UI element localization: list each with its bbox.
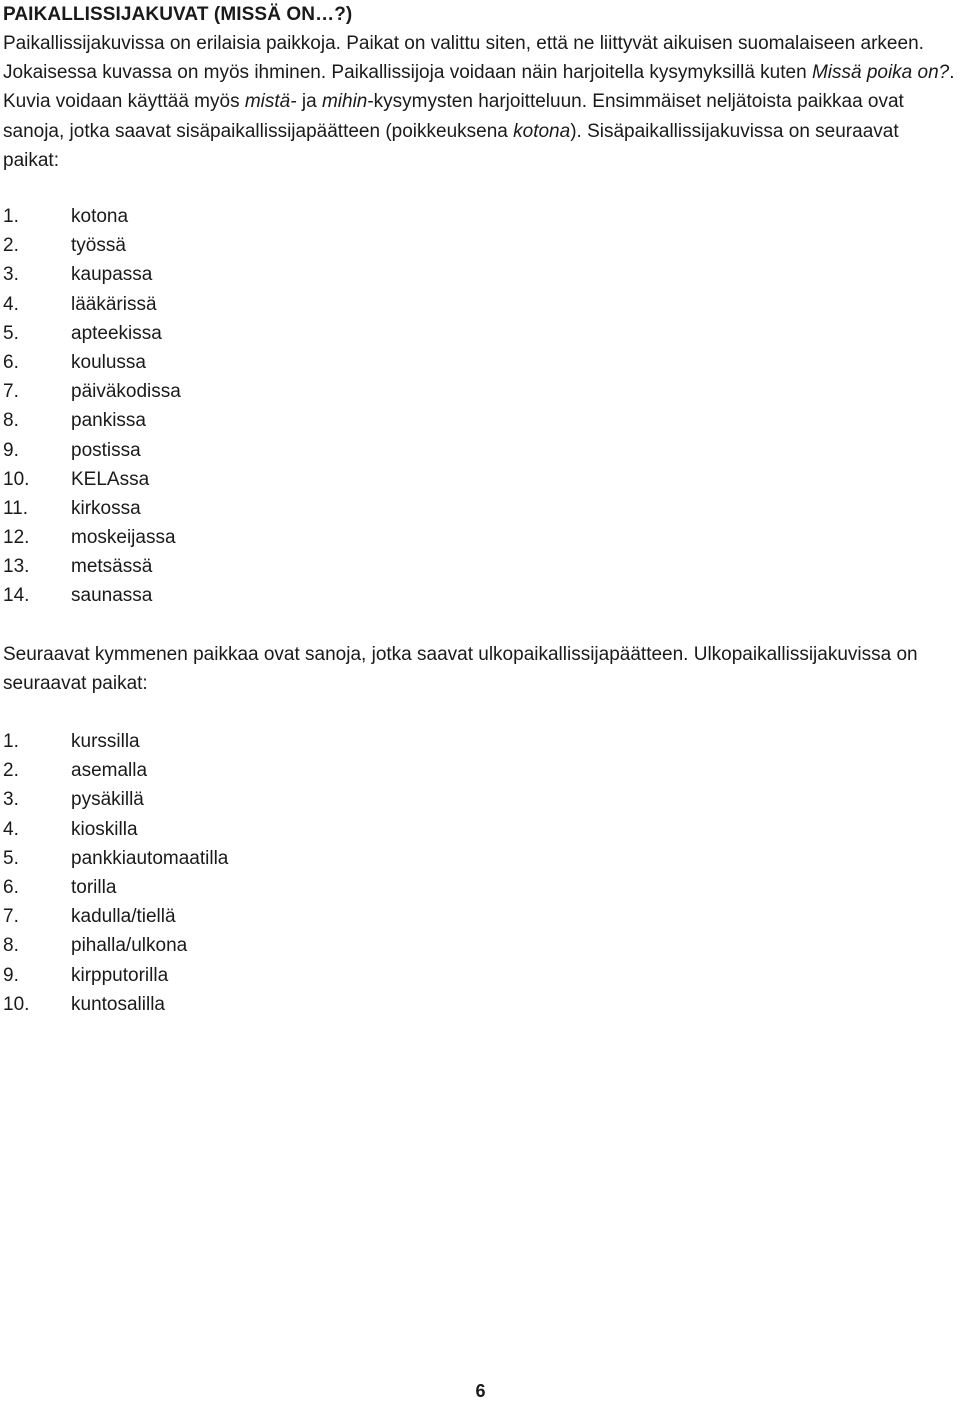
- list-item: [3, 260, 181, 289]
- list-item: [3, 873, 228, 902]
- list-item: [3, 756, 228, 785]
- intro-text-2: . Kuvia voidaan käyttää myös: [3, 62, 955, 113]
- item-label: torilla: [71, 876, 117, 898]
- item-label: kirpputorilla: [71, 964, 169, 986]
- item-label: kadulla/tiellä: [71, 906, 176, 928]
- list-item: [3, 990, 228, 1019]
- outer-places-intro: Seuraavat kymmenen paikkaa ovat sanoja, jotka saavat ulkopaikallissijapäätteen. Ulkopaikallissijakuvissa on seuraavat paikat:: [3, 644, 918, 695]
- item-number: 1.: [3, 731, 19, 752]
- intro-text-3: ja: [296, 91, 322, 113]
- list-item: [3, 202, 181, 231]
- intro-italic-kotona: kotona: [513, 120, 571, 142]
- intro-text-5: ). Sisäpaikallissijakuvissa on seuraavat paikat:: [3, 120, 899, 171]
- item-label: pankissa: [71, 410, 146, 432]
- item-label: metsässä: [71, 556, 153, 578]
- list-item: [3, 523, 181, 552]
- outer-places-list: [3, 727, 228, 1019]
- list-item: [3, 377, 181, 406]
- item-label: moskeijassa: [71, 527, 176, 549]
- item-number: 6.: [3, 876, 19, 898]
- item-number: 5.: [3, 847, 19, 869]
- item-number: 4.: [3, 818, 19, 840]
- item-label: postissa: [71, 439, 141, 461]
- list-item: [3, 815, 228, 844]
- item-label: asemalla: [71, 760, 148, 782]
- list-item: [3, 436, 181, 465]
- list-item: [3, 319, 181, 348]
- list-item: [3, 348, 181, 377]
- intro-text-4: -kysymysten harjoitteluun. Ensimmäiset neljätoista paikkaa ovat sanoja, jotka saavat sisäpaikallissijapäätteen (poikkeuksena: [3, 91, 904, 142]
- intro-text-1: Paikallissijakuvissa on erilaisia paikkoja. Paikat on valittu siten, että ne liittyvät aikuisen suomalaiseen arkeen. Jokaisessa kuvassa on myös ihminen. Paikallissijoja voidaan näin harjoitella kysymyksillä kuten: [3, 33, 924, 84]
- item-number: 3.: [3, 264, 19, 286]
- list-item: [3, 961, 228, 990]
- item-number: 8.: [3, 935, 19, 957]
- list-item: [3, 552, 181, 581]
- item-number: 9.: [3, 439, 19, 461]
- list-item: [3, 290, 181, 319]
- list-item: [3, 231, 181, 260]
- item-number: 7.: [3, 906, 19, 928]
- item-number: 2.: [3, 760, 19, 782]
- item-number: 11.: [3, 497, 29, 519]
- intro-italic-example: Missä poika on?: [811, 62, 950, 84]
- item-label: kaupassa: [71, 264, 153, 286]
- list-item: [3, 406, 181, 435]
- item-label: kirkossa: [71, 497, 141, 519]
- item-label: lääkärissä: [71, 293, 157, 315]
- item-number: 5.: [3, 322, 19, 344]
- item-number: 4.: [3, 293, 19, 315]
- intro-italic-mihin: mihin: [321, 91, 368, 113]
- item-number: 14.: [3, 585, 30, 607]
- item-label: päiväkodissa: [71, 381, 181, 403]
- item-number: 1.: [3, 206, 19, 227]
- item-number: 13.: [3, 556, 30, 578]
- item-label: KELAssa: [71, 468, 150, 490]
- list-item: [3, 931, 228, 960]
- item-label: kotona: [71, 206, 129, 227]
- list-item: [3, 902, 228, 931]
- list-item: [3, 581, 181, 610]
- item-number: 3.: [3, 789, 19, 811]
- item-number: 2.: [3, 235, 19, 257]
- list-item: [3, 785, 228, 814]
- item-number: 10.: [3, 993, 30, 1015]
- item-number: 7.: [3, 381, 19, 403]
- item-label: koulussa: [71, 351, 146, 373]
- item-label: pihalla/ulkona: [71, 935, 188, 957]
- item-label: kioskilla: [71, 818, 138, 840]
- page-title: PAIKALLISSIJAKUVAT (MISSÄ ON…?): [3, 4, 353, 25]
- item-label: pysäkillä: [71, 789, 144, 811]
- intro-paragraph: [3, 29, 958, 175]
- item-label: kurssilla: [71, 731, 140, 752]
- item-label: apteekissa: [71, 322, 162, 344]
- item-number: 12.: [3, 527, 30, 549]
- page-number: 6: [475, 1381, 486, 1401]
- item-label: kuntosalilla: [71, 993, 165, 1015]
- item-label: pankkiautomaatilla: [71, 847, 229, 869]
- list-item: [3, 727, 228, 756]
- item-number: 9.: [3, 964, 19, 986]
- item-number: 6.: [3, 351, 19, 373]
- item-number: 10.: [3, 468, 30, 490]
- item-number: 8.: [3, 410, 19, 432]
- list-item: [3, 465, 181, 494]
- list-item: [3, 494, 181, 523]
- inner-places-list: [3, 202, 181, 611]
- list-item: [3, 844, 228, 873]
- intro-italic-mista: mistä-: [244, 91, 297, 113]
- item-label: saunassa: [71, 585, 153, 607]
- item-label: työssä: [71, 235, 126, 257]
